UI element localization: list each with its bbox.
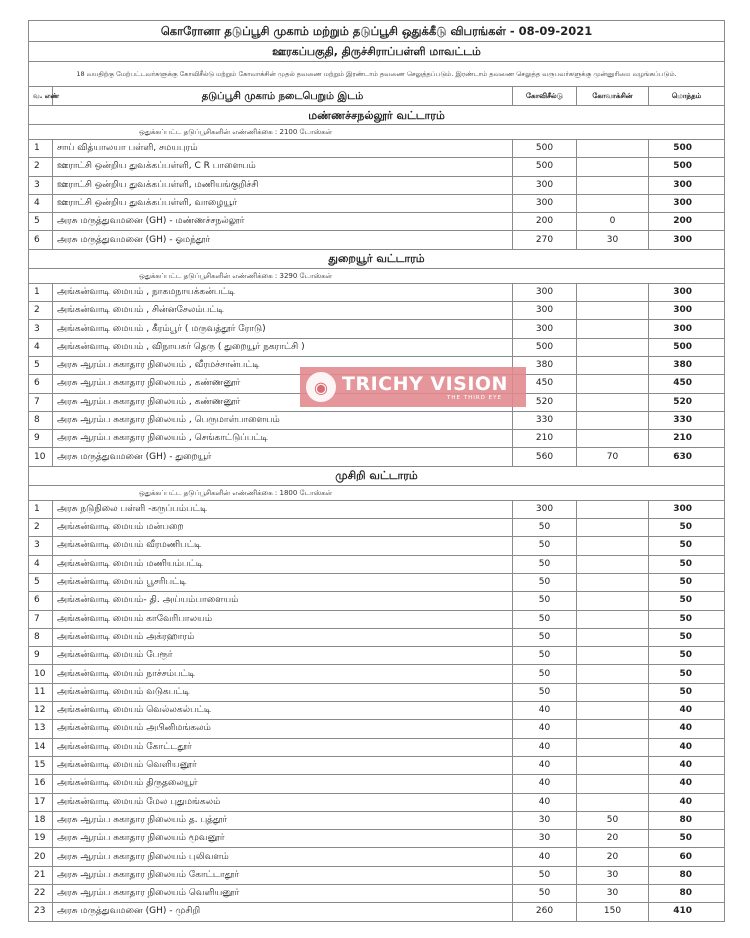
total-count: 40 [649,720,725,738]
table-row [29,158,725,176]
covishield-count: 50 [513,555,577,573]
serial-number: 12 [29,702,53,720]
total-count: 50 [649,665,725,683]
serial-number: 6 [29,375,53,393]
total-count: 330 [649,411,725,429]
table-row [29,793,725,811]
camp-location: அங்கன்வாடி மையம் வெளியனூர் [53,756,513,774]
subtitle-row [29,42,725,62]
table-row [29,140,725,158]
camp-location: அங்கன்வாடி மையம் வடுகபட்டி [53,683,513,701]
covishield-count: 30 [513,830,577,848]
covishield-count: 40 [513,720,577,738]
camp-location: அரசு ஆரம்ப சுகாதார நிலையம் புலிவளம் [53,848,513,866]
total-count: 80 [649,866,725,884]
serial-number: 6 [29,231,53,249]
covishield-count: 300 [513,320,577,338]
covaxin-count [577,555,649,573]
covaxin-count [577,610,649,628]
header-sn: வ. எண் [29,87,53,106]
covishield-count: 300 [513,302,577,320]
covishield-count: 40 [513,775,577,793]
table-row [29,573,725,591]
table-row [29,213,725,231]
covaxin-count [577,411,649,429]
camp-location: அரசு நடுநிலை பள்ளி -கருப்பம்பட்டி [53,500,513,518]
total-count: 520 [649,393,725,411]
allocation-sheet [28,20,724,922]
capacity-row [29,268,725,283]
serial-number: 9 [29,647,53,665]
covishield-count: 450 [513,375,577,393]
serial-number: 19 [29,830,53,848]
serial-number: 4 [29,338,53,356]
camp-location: அங்கன்வாடி மையம் மேல புதுமங்கலம் [53,793,513,811]
total-count: 50 [649,683,725,701]
camp-location: ஊராட்சி ஒன்றிய துவக்கப்பள்ளி, வாழையூர் [53,194,513,212]
total-count: 50 [649,537,725,555]
total-count: 50 [649,555,725,573]
camp-location: அரசு மருத்துவமனை (GH) - ஓமந்தூர் [53,231,513,249]
serial-number: 14 [29,738,53,756]
header-covishield: கோவிசீல்டு [513,87,577,106]
capacity-row [29,485,725,500]
camp-location: அங்கன்வாடி மையம் மன்பறை [53,519,513,537]
serial-number: 5 [29,356,53,374]
covaxin-count [577,393,649,411]
covishield-count: 500 [513,338,577,356]
covaxin-count [577,702,649,720]
serial-number: 7 [29,610,53,628]
covaxin-count [577,302,649,320]
covaxin-count [577,683,649,701]
covaxin-count [577,592,649,610]
covaxin-count: 50 [577,811,649,829]
covaxin-count [577,738,649,756]
camp-location: அங்கன்வாடி மையம் அபினிமங்கலம் [53,720,513,738]
camp-location: அங்கன்வாடி மையம் , சின்னசேலம்பட்டி [53,302,513,320]
covishield-count: 50 [513,573,577,591]
watermark-tagline: THE THIRD EYE [447,394,502,401]
serial-number: 20 [29,848,53,866]
covaxin-count: 30 [577,231,649,249]
covishield-count: 520 [513,393,577,411]
covaxin-count: 70 [577,448,649,466]
serial-number: 1 [29,283,53,301]
covaxin-count [577,140,649,158]
serial-number: 1 [29,140,53,158]
camp-location: அங்கன்வாடி மையம் நாச்சம்பட்டி [53,665,513,683]
serial-number: 1 [29,500,53,518]
header-total: மொத்தம் [649,87,725,106]
covaxin-count [577,793,649,811]
total-count: 50 [649,592,725,610]
serial-number: 3 [29,320,53,338]
total-count: 300 [649,302,725,320]
covaxin-count [577,194,649,212]
camp-location: அரசு மருத்துவமனை (GH) - துறையூர் [53,448,513,466]
covaxin-count [577,519,649,537]
camp-location: அரசு ஆரம்ப சுகாதார நிலையம் வெளியனூர் [53,884,513,902]
serial-number: 4 [29,555,53,573]
serial-number: 18 [29,811,53,829]
header-row [29,87,725,106]
table-row [29,537,725,555]
covishield-count: 300 [513,500,577,518]
total-count: 50 [649,830,725,848]
covaxin-count [577,375,649,393]
total-count: 500 [649,158,725,176]
covishield-count: 50 [513,665,577,683]
block-name: மண்ணச்சநல்லூர் வட்டாரம் [29,106,725,125]
covaxin-count: 150 [577,903,649,921]
covaxin-count [577,628,649,646]
serial-number: 4 [29,194,53,212]
total-count: 40 [649,793,725,811]
covishield-count: 50 [513,610,577,628]
total-count: 380 [649,356,725,374]
covaxin-count [577,500,649,518]
covishield-count: 50 [513,592,577,610]
covishield-count: 40 [513,756,577,774]
table-row [29,903,725,921]
serial-number: 10 [29,448,53,466]
block-name: துறையூர் வட்டாரம் [29,249,725,268]
covishield-count: 330 [513,411,577,429]
total-count: 40 [649,775,725,793]
table-row [29,500,725,518]
camp-location: அங்கன்வாடி மையம் அக்ரஹாரம் [53,628,513,646]
total-count: 40 [649,738,725,756]
total-count: 80 [649,884,725,902]
note-row [29,62,725,87]
block-capacity: ஒதுக்கப்பட்ட தடுப்பூசிகளின் எண்ணிக்கை : 3290 டோஸ்கள் [29,268,725,283]
total-count: 50 [649,519,725,537]
covishield-count: 500 [513,140,577,158]
block-name: முசிறி வட்டாரம் [29,466,725,485]
covishield-count: 50 [513,628,577,646]
eye-logo-icon: ◉ [306,372,336,402]
total-count: 40 [649,756,725,774]
table-row [29,448,725,466]
total-count: 500 [649,140,725,158]
camp-location: அரசு ஆரம்ப சுகாதார நிலையம் கோட்டாதூர் [53,866,513,884]
table-row [29,320,725,338]
serial-number: 17 [29,793,53,811]
covaxin-count [577,537,649,555]
covaxin-count [577,320,649,338]
serial-number: 15 [29,756,53,774]
table-row [29,283,725,301]
table-row [29,411,725,429]
total-count: 50 [649,628,725,646]
block-capacity: ஒதுக்கப்பட்ட தடுப்பூசிகளின் எண்ணிக்கை : 1800 டோஸ்கள் [29,485,725,500]
camp-location: அங்கன்வாடி மையம் வீரமணிபட்டி [53,537,513,555]
camp-location: அரசு ஆரம்ப சுகாதார நிலையம் , செங்காட்டுப்பட்டி [53,430,513,448]
total-count: 300 [649,283,725,301]
table-row [29,231,725,249]
camp-location: அங்கன்வாடி மையம்- தி. அய்யம்பாளையம் [53,592,513,610]
header-covaxin: கோவாக்சின் [577,87,649,106]
allocation-table [28,20,725,922]
camp-location: அங்கன்வாடி மையம் , நாகமநாயக்கன்பட்டி [53,283,513,301]
serial-number: 3 [29,176,53,194]
table-row [29,884,725,902]
table-row [29,430,725,448]
covaxin-count: 30 [577,866,649,884]
serial-number: 7 [29,393,53,411]
total-count: 450 [649,375,725,393]
total-count: 80 [649,811,725,829]
covaxin-count [577,756,649,774]
camp-location: அங்கன்வாடி மையம் வெல்லகல்பட்டி [53,702,513,720]
table-row [29,848,725,866]
camp-location: அங்கன்வாடி மையம் கோட்டதூர் [53,738,513,756]
total-count: 300 [649,500,725,518]
camp-location: அங்கன்வாடி மையம் , விநாயகர் தெரு ( துறையூர் நகராட்சி ) [53,338,513,356]
serial-number: 5 [29,213,53,231]
table-row [29,519,725,537]
covishield-count: 300 [513,176,577,194]
camp-location: சாய் வித்யாலயா பள்ளி, சமயபுரம் [53,140,513,158]
table-row [29,302,725,320]
serial-number: 2 [29,158,53,176]
camp-location: அங்கன்வாடி மையம் பூசரிபட்டி [53,573,513,591]
covishield-count: 40 [513,702,577,720]
total-count: 500 [649,338,725,356]
serial-number: 23 [29,903,53,921]
covaxin-count [577,647,649,665]
total-count: 60 [649,848,725,866]
table-row [29,610,725,628]
camp-location: அரசு ஆரம்ப சுகாதார நிலையம் , வீரமச்சான்பட்டி [53,356,513,374]
covishield-count: 50 [513,647,577,665]
camp-location: ஊராட்சி ஒன்றிய துவக்கப்பள்ளி, C R பாளையம் [53,158,513,176]
covaxin-count [577,338,649,356]
total-count: 300 [649,176,725,194]
covaxin-count: 0 [577,213,649,231]
serial-number: 9 [29,430,53,448]
serial-number: 8 [29,628,53,646]
camp-location: ஊராட்சி ஒன்றிய துவக்கப்பள்ளி, மணியங்குறிச்சி [53,176,513,194]
covaxin-count [577,283,649,301]
serial-number: 22 [29,884,53,902]
covaxin-count: 20 [577,848,649,866]
page-subtitle: ஊரகப்பகுதி, திருச்சிராப்பள்ளி மாவட்டம் [29,42,725,62]
camp-location: அங்கன்வாடி மையம் , கீரம்பூர் ( மருவத்தூர் ரோடு) [53,320,513,338]
covaxin-count [577,573,649,591]
serial-number: 8 [29,411,53,429]
serial-number: 21 [29,866,53,884]
page-title: கொரோனா தடுப்பூசி முகாம் மற்றும் தடுப்பூசி ஒதுக்கீடு விபரங்கள் - 08-09-2021 [29,21,725,42]
total-count: 300 [649,231,725,249]
covishield-count: 210 [513,430,577,448]
serial-number: 5 [29,573,53,591]
covishield-count: 50 [513,683,577,701]
covaxin-count: 20 [577,830,649,848]
covishield-count: 260 [513,903,577,921]
total-count: 40 [649,702,725,720]
camp-location: அரசு ஆரம்ப சுகாதார நிலையம் , பெருமாள்பாளையம் [53,411,513,429]
covishield-count: 270 [513,231,577,249]
table-row [29,628,725,646]
covishield-count: 300 [513,194,577,212]
total-count: 300 [649,194,725,212]
total-count: 210 [649,430,725,448]
total-count: 200 [649,213,725,231]
covishield-count: 300 [513,283,577,301]
covishield-count: 200 [513,213,577,231]
covishield-count: 50 [513,884,577,902]
covaxin-count [577,665,649,683]
covishield-count: 380 [513,356,577,374]
covishield-count: 500 [513,158,577,176]
covaxin-count [577,158,649,176]
table-row [29,176,725,194]
camp-location: அரசு ஆரம்ப சுகாதார நிலையம் மூவனூர் [53,830,513,848]
table-row [29,683,725,701]
camp-location: அரசு மருத்துவமனை (GH) - மண்ணச்சநல்லூர் [53,213,513,231]
camp-location: அங்கன்வாடி மையம் காவேரிபாலயம் [53,610,513,628]
watermark-name: TRICHY VISION [342,372,508,395]
header-place: தடுப்பூசி முகாம் நடைபெறும் இடம் [53,87,513,106]
camp-location: அங்கன்வாடி மையம் பேரூர் [53,647,513,665]
total-count: 50 [649,610,725,628]
covishield-count: 30 [513,811,577,829]
covaxin-count: 30 [577,884,649,902]
table-row [29,555,725,573]
total-count: 50 [649,647,725,665]
table-row [29,775,725,793]
serial-number: 2 [29,302,53,320]
serial-number: 3 [29,537,53,555]
total-count: 50 [649,573,725,591]
covishield-count: 40 [513,793,577,811]
covishield-count: 40 [513,738,577,756]
table-row [29,592,725,610]
camp-location: அரசு ஆரம்ப சுகாதார நிலையம் , கண்ணனூர் [53,375,513,393]
serial-number: 13 [29,720,53,738]
table-row [29,338,725,356]
table-row [29,738,725,756]
covaxin-count [577,430,649,448]
covaxin-count [577,176,649,194]
covishield-count: 50 [513,519,577,537]
covishield-count: 50 [513,866,577,884]
table-row [29,811,725,829]
dose-note: 18 வயதிற்கு மேற்பட்டவர்களுக்கு கோவிசீல்டு மற்றும் கோவாக்சின் முதல் தவணை மற்றும் இரண்டாம் தவணை செலுத்தப்படும். இரண்டாம் தவணை செலுத்த வருபவர்களுக்கு முன்னுரிமை வழங்கப்படும். [29,62,725,87]
total-count: 300 [649,320,725,338]
covaxin-count [577,356,649,374]
table-row [29,720,725,738]
serial-number: 16 [29,775,53,793]
camp-location: அங்கன்வாடி மையம் மணியம்பட்டி [53,555,513,573]
camp-location: அரசு ஆரம்ப சுகாதார நிலையம் த. புத்தூர் [53,811,513,829]
serial-number: 2 [29,519,53,537]
title-row [29,21,725,42]
camp-location: அங்கன்வாடி மையம் திருதலையூர் [53,775,513,793]
table-row [29,665,725,683]
table-row [29,830,725,848]
camp-location: அரசு மருத்துவமனை (GH) - முசிறி [53,903,513,921]
camp-location: அரசு ஆரம்ப சுகாதார நிலையம் , கண்ணனூர் [53,393,513,411]
table-row [29,866,725,884]
covishield-count: 40 [513,848,577,866]
block-header-row [29,249,725,268]
covishield-count: 560 [513,448,577,466]
watermark [300,367,526,407]
capacity-row [29,125,725,140]
block-header-row [29,106,725,125]
serial-number: 11 [29,683,53,701]
total-count: 630 [649,448,725,466]
serial-number: 6 [29,592,53,610]
block-capacity: ஒதுக்கப்பட்ட தடுப்பூசிகளின் எண்ணிக்கை : 2100 டோஸ்கள் [29,125,725,140]
serial-number: 10 [29,665,53,683]
table-row [29,194,725,212]
table-row [29,702,725,720]
table-row [29,756,725,774]
block-header-row [29,466,725,485]
total-count: 410 [649,903,725,921]
covaxin-count [577,775,649,793]
table-row [29,647,725,665]
covaxin-count [577,720,649,738]
covishield-count: 50 [513,537,577,555]
